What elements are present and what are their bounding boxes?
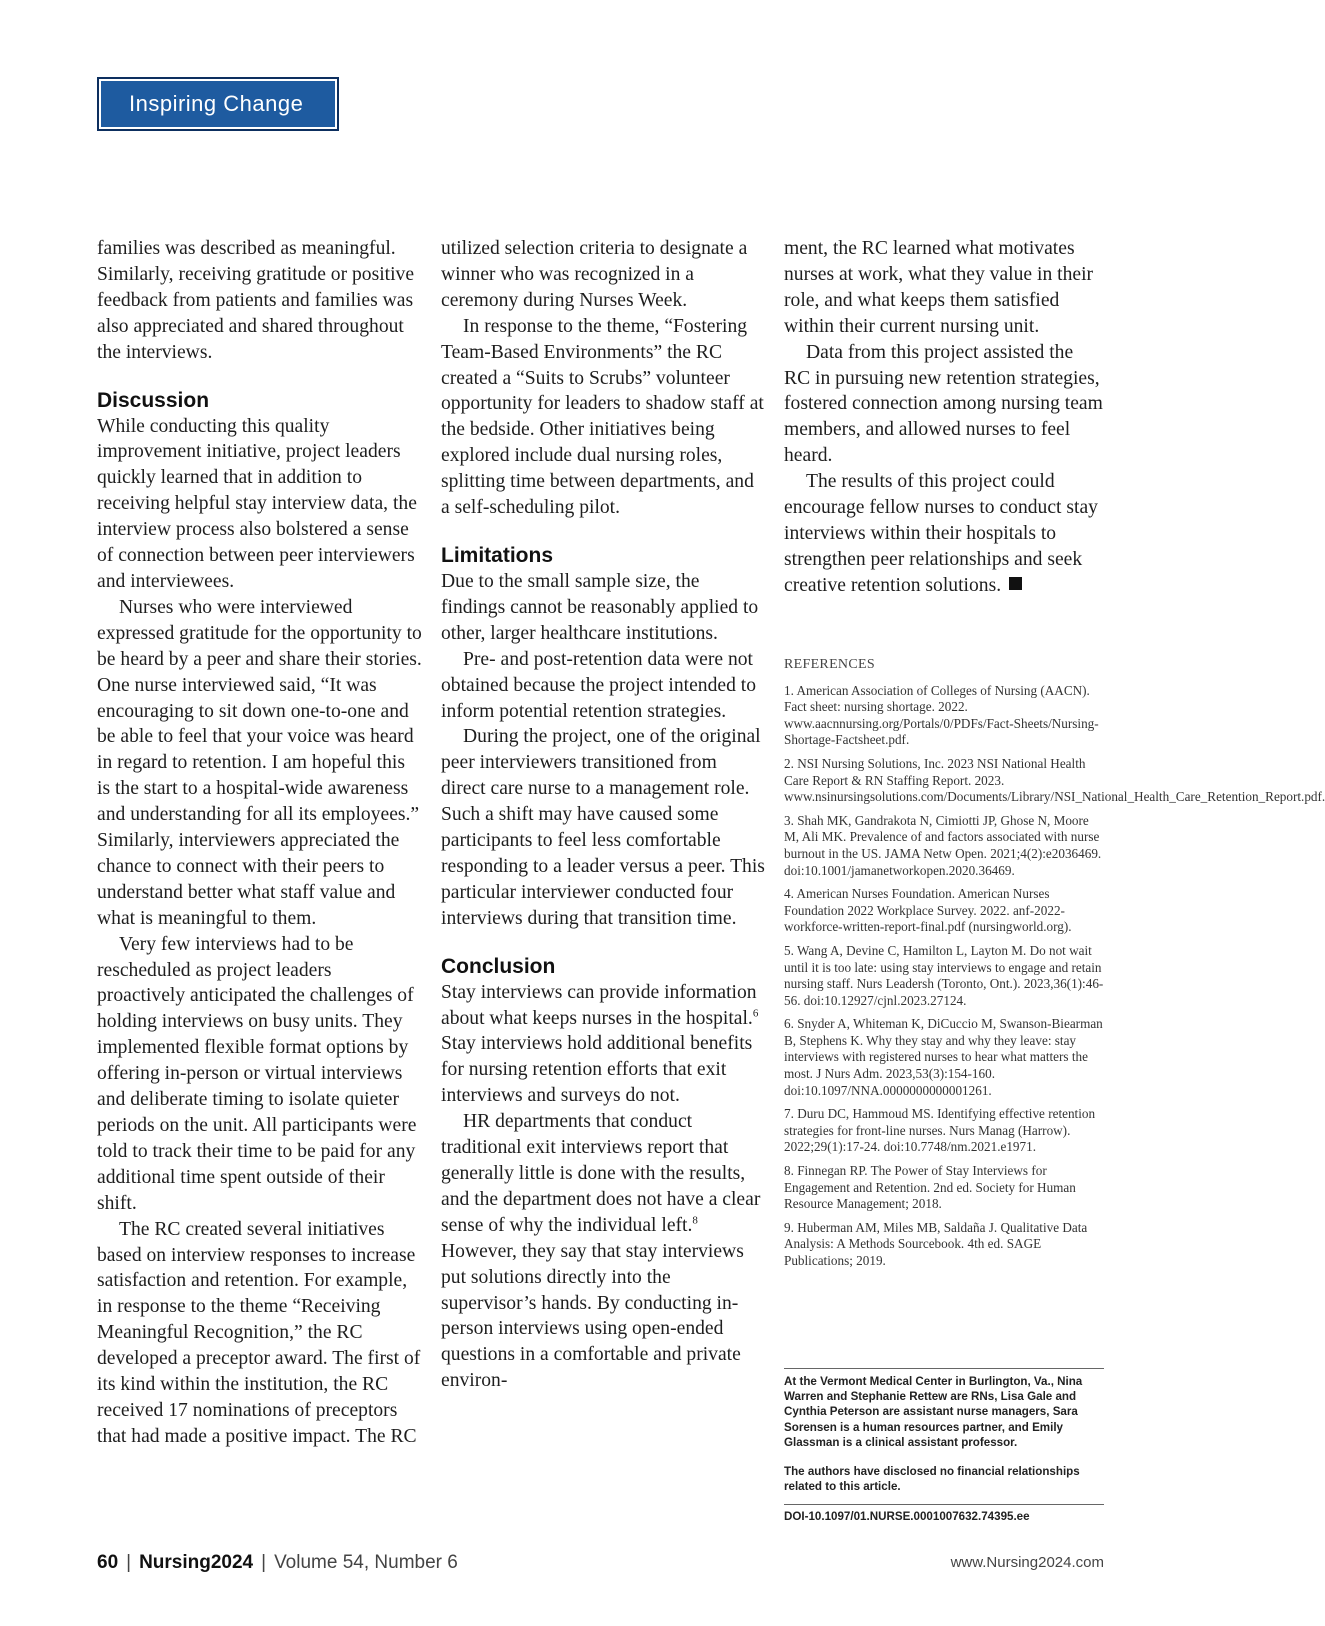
- disclosure-text: The authors have disclosed no financial relationships related to this article.: [784, 1465, 1080, 1494]
- section-banner-label: Inspiring Change: [129, 91, 304, 116]
- paragraph: The RC created several initiatives based on interview responses to increase satisfaction and retention. For example, in response to the theme “Receiving Meaningful Recognition,” the RC developed a preceptor award. The first of its kind within the institution, the RC received 17 nominations of preceptors that had made a positive impact. The RC: [97, 1218, 421, 1447]
- paragraph: Due to the small sample size, the findings cannot be reasonably applied to other, larger healthcare institutions.: [441, 570, 759, 644]
- reference-item: 6. Snyder A, Whiteman K, DiCuccio M, Swanson-Biearman B, Stephens K. Why they stay and why they leave: stay interviews with registered nurses to hear what matters the most. J Nurs Adm. 2023,53(3):154-160. doi:10.1097/NNA.0000000000001261.: [784, 1016, 1103, 1098]
- paragraph: In response to the theme, “Fostering Team-Based Environments” the RC created a “Suits to Scrubs” volunteer opportunity for leaders to shadow staff at the bedside. Other initiatives being explored include dual nursing roles, splitting time between departments, and a self-scheduling pilot.: [441, 315, 764, 519]
- references-heading: REFERENCES: [784, 657, 875, 672]
- page-number: 60: [97, 1552, 119, 1573]
- doi: DOI-10.1097/01.NURSE.0001007632.74395.ee: [784, 1504, 1104, 1524]
- author-affiliation-text: At the Vermont Medical Center in Burlington, Va., Nina Warren and Stephanie Rettew are RNs, Lisa Gale and Cynthia Peterson are assistant nurse managers, Sara Sorensen is a human resources partner, and Emily Glassman is a clinical assistant professor.: [784, 1375, 1083, 1449]
- footer-separator: |: [261, 1552, 267, 1573]
- paragraph-text: Stay interviews can provide information about what keeps nurses in the hospital.: [441, 981, 757, 1029]
- paragraph-text: Stay interviews hold additional benefits for nursing retention efforts that exit interviews and surveys do not.: [441, 1033, 753, 1107]
- footer-separator: |: [126, 1552, 132, 1573]
- paragraph: Pre- and post-retention data were not obtained because the project intended to inform potential retention strategies.: [441, 648, 757, 722]
- text-column-1: [97, 236, 422, 1450]
- reference-item: 5. Wang A, Devine C, Hamilton L, Layton M. Do not wait until it is too late: using stay interviews to engage and retain nursing staff. Nurs Leadersh (Toronto, Ont.). 2023,36(1):46-56. doi:10.12927/cjnl.2023.27124.: [784, 942, 1104, 1008]
- reference-item: 9. Huberman AM, Miles MB, Saldaña J. Qualitative Data Analysis: A Methods Sourcebook. 4th ed. SAGE Publications; 2019.: [784, 1219, 1088, 1268]
- footer-url: www.Nursing2024.com: [950, 1554, 1104, 1571]
- end-of-article-mark: [1009, 577, 1022, 590]
- reference-item: 1. American Association of Colleges of Nursing (AACN). Fact sheet: nursing shortage. 2022. www.aacnnursing.org/Portals/0/PDFs/Fact-Sheets/Nursing-Shortage-Factsheet.pdf.: [784, 682, 1099, 748]
- heading-discussion: Discussion: [97, 388, 210, 412]
- paragraph: Very few interviews had to be rescheduled as project leaders proactively anticipated the challenges of holding interviews on busy units. They implemented flexible format options by offering in-person or virtual interviews and deliberate timing to isolate quieter periods on the unit. All participants were told to track their time to be paid for any additional time spent outside of their shift.: [97, 933, 417, 1214]
- reference-item: 3. Shah MK, Gandrakota N, Cimiotti JP, Ghose N, Moore M, Ali MK. Prevalence of and factors associated with nurse burnout in the US. JAMA Netw Open. 2021;4(2):e2036469. doi:10.1001/jamanetworkopen.2020.36469.: [784, 812, 1102, 878]
- section-banner: [97, 77, 339, 131]
- reference-item: 4. American Nurses Foundation. American Nurses Foundation 2022 Workplace Survey. 2022. anf-2022-workforce-written-report-final.pdf (nursingworld.org).: [784, 886, 1072, 935]
- paragraph-text: The results of this project could encourage fellow nurses to conduct stay interviews within their hospitals to strengthen peer relationships and seek creative retention solutions.: [784, 471, 1098, 596]
- paragraph: Data from this project assisted the RC in pursuing new retention strategies, fostered connection among nursing team members, and allowed nurses to feel heard.: [784, 341, 1103, 467]
- page-footer: [97, 1552, 1104, 1574]
- reference-item: 8. Finnegan RP. The Power of Stay Interviews for Engagement and Retention. 2nd ed. Society for Human Resource Management; 2018.: [784, 1163, 1076, 1212]
- magazine-name: Nursing2024: [139, 1552, 254, 1573]
- paragraph: [784, 469, 1104, 599]
- divider: [784, 1368, 1104, 1369]
- paragraph: utilized selection criteria to designate a winner who was recognized in a ceremony during Nurses Week.: [441, 238, 748, 311]
- reference-item: 7. Duru DC, Hammoud MS. Identifying effective retention strategies for front-line nurses. Nurs Manag (Harrow). 2022;29(1):17-24. doi:10.7748/nm.2021.e1971.: [784, 1106, 1096, 1155]
- text-column-2: [441, 236, 765, 1394]
- paragraph-text: HR departments that conduct traditional exit interviews report that generally little is done with the results, and the department does not have a clear sense of why the individual left.: [441, 1111, 761, 1236]
- author-affiliation: [784, 1368, 1104, 1525]
- paragraph: During the project, one of the original peer interviewers transitioned from direct care nurse to a management role. Such a shift may have caused some participants to feel less comfortable responding to a leader versus a peer. This particular interviewer conducted four interviews during that transition time.: [441, 726, 765, 929]
- citation-superscript: 8: [692, 1214, 698, 1227]
- heading-conclusion: Conclusion: [441, 954, 556, 978]
- heading-limitations: Limitations: [441, 543, 554, 567]
- paragraph: families was described as meaningful. Similarly, receiving gratitude or positive feedback from patients and families was also appreciated and shared throughout the interviews.: [97, 238, 415, 363]
- paragraph: [441, 980, 765, 1110]
- paragraph: ment, the RC learned what motivates nurses at work, what they value in their role, and what keeps them satisfied within their current nursing unit.: [784, 238, 1094, 337]
- references: [784, 657, 1325, 1277]
- volume-info: Volume 54, Number 6: [274, 1552, 458, 1573]
- paragraph: While conducting this quality improvement initiative, project leaders quickly learned that in addition to receiving helpful stay interview data, the interview process also bolstered a sense of connection between peer interviewers and interviewees.: [97, 415, 417, 592]
- paragraph: Nurses who were interviewed expressed gratitude for the opportunity to be heard by a peer and share their stories. One nurse interviewed said, “It was encouraging to sit down one-to-one and be able to feel that your voice was heard in regard to retention. I am hopeful this is the start to a hospital-wide awareness and understanding for all its employees.” Similarly, interviewers appreciated the chance to connect with their peers to understand better what staff value and what is meaningful to them.: [97, 596, 422, 929]
- text-column-3: [784, 236, 1104, 599]
- citation-superscript: 6: [752, 1007, 759, 1020]
- paragraph: [441, 1109, 765, 1394]
- reference-item: 2. NSI Nursing Solutions, Inc. 2023 NSI National Health Care Report & RN Staffing Report. 2023. www.nsinursingsolutions.com/Documents/Library/NSI_National_Health_Care_Retention_Report.pdf.: [784, 755, 1325, 805]
- paragraph-text: However, they say that stay interviews put solutions directly into the supervisor’s hands. By conducting in-person interviews using open-ended questions in a comfortable and private environ-: [441, 1240, 744, 1392]
